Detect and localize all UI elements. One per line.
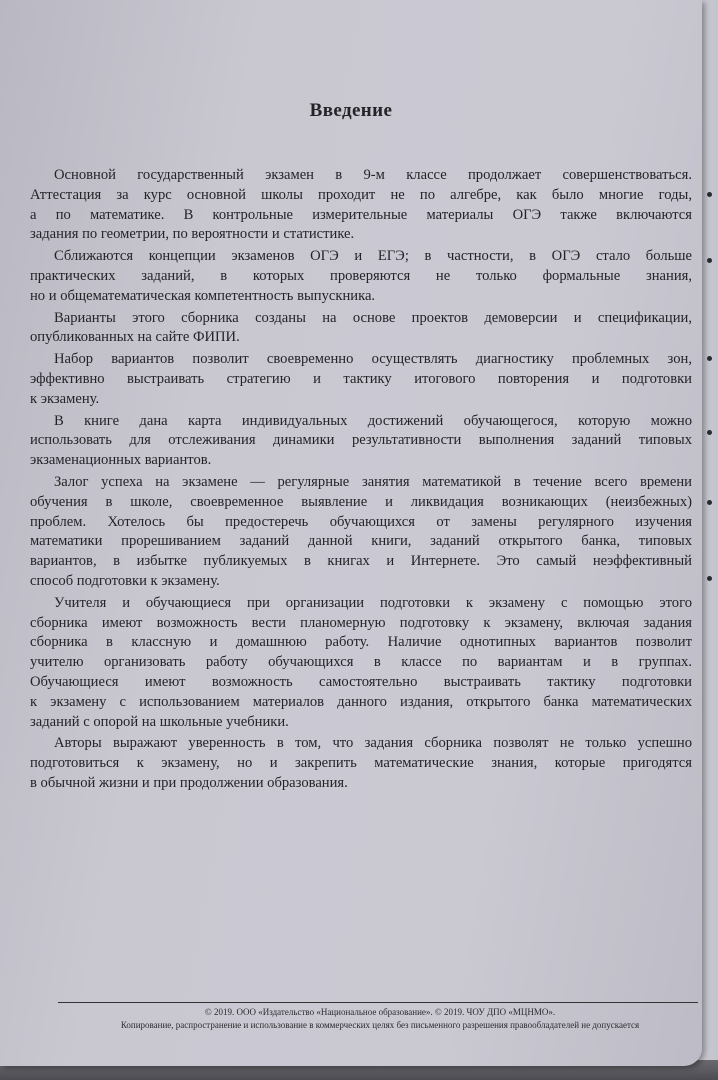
text-line: в обычной жизни и при продолжении образования.	[30, 774, 348, 791]
paragraph	[30, 350, 692, 409]
text-line: экзаменационных вариантов.	[30, 452, 212, 469]
text-line: Обучающиеся имеют возможность самостоятельно выстраивать тактику подготовки	[30, 673, 692, 690]
page-body	[30, 166, 692, 796]
page-title: Введение	[309, 100, 393, 121]
margin-dot-mark	[707, 356, 712, 361]
paragraph	[30, 247, 692, 306]
text-line: учителю организовать работу обучающихся в классе по вариантам и в группах.	[30, 654, 692, 671]
text-line: Основной государственный экзамен в 9-м классе продолжает совершенствоваться.	[54, 167, 692, 183]
text-line: Аттестация за курс основной школы проходит не по алгебре, как было многие годы,	[30, 186, 692, 203]
text-line: эффективно выстраивать стратегию и тактику итогового повторения и подготовки	[30, 370, 692, 387]
text-line: Авторы выражают уверенность в том, что задания сборника позволят не только успешно	[54, 735, 692, 752]
paragraph	[30, 473, 692, 592]
margin-dot-mark	[707, 192, 712, 197]
text-line: проблем. Хотелось бы предостеречь обучающихся от замены регулярного изучения	[30, 513, 692, 530]
text-line: заданий с опорой на школьные учебники.	[30, 713, 289, 730]
text-line: Набор вариантов позволит своевременно осуществлять диагностику проблемных зон,	[54, 351, 692, 368]
text-line: Сближаются концепции экзаменов ОГЭ и ЕГЭ; в частности, в ОГЭ стало больше	[54, 248, 692, 265]
paragraph	[30, 412, 692, 471]
copyright-notice: Копирование, распространение и использование в коммерческих целях без письменного разрешения правообладателей не допускается	[120, 1020, 640, 1030]
text-line: опубликованных на сайте ФИПИ.	[30, 329, 240, 346]
paragraph	[30, 734, 692, 793]
text-line: Залог успеха на экзамене — регулярные занятия математикой в течение всего времени	[54, 473, 692, 490]
margin-dot-mark	[707, 258, 712, 263]
text-line: использовать для отслеживания динамики результативности выполнения заданий типовых	[30, 432, 692, 449]
text-line: подготовиться к экзамену, но и закрепить математические знания, которые пригодятся	[30, 755, 692, 772]
text-line: практических заданий, в которых проверяются не только формальные знания,	[30, 267, 692, 284]
paragraph	[30, 594, 692, 733]
text-line: задания по геометрии, по вероятности и статистике.	[30, 226, 355, 243]
text-line: обучения в школе, своевременное выявление и ликвидация возникающих (неизбежных)	[30, 493, 692, 510]
text-line: к экзамену.	[30, 390, 100, 407]
margin-dot-mark	[707, 430, 712, 435]
text-line: вариантов, в избытке публикуемых в книгах и Интернете. Это самый неэффективный	[30, 553, 692, 570]
paragraph	[30, 309, 692, 349]
text-line: но и общематематическая компетентность выпускника.	[30, 287, 376, 304]
margin-dot-mark	[707, 500, 712, 505]
copyright-line: © 2019. ООО «Издательство «Национальное образование». © 2019. ЧОУ ДПО «МЦНМО».	[204, 1007, 556, 1017]
text-line: способ подготовки к экзамену.	[30, 572, 220, 589]
margin-dot-mark	[707, 576, 712, 581]
copyright-footer	[40, 1006, 718, 1032]
footer-rule	[58, 1002, 698, 1003]
paragraph	[30, 166, 692, 245]
text-line: к экзамену с использованием материалов данного издания, открытого банка математических	[30, 693, 692, 710]
text-line: математики прорешиванием заданий данной книги, заданий открытого банка, типовых	[30, 533, 692, 550]
text-line: сборника имеют возможность вести планомерную подготовку к экзамену, включая задания	[30, 614, 692, 631]
text-line: Учителя и обучающиеся при организации подготовки к экзамену с помощью этого	[54, 594, 692, 611]
text-line: сборника в классную и домашнюю работу. Наличие однотипных вариантов позволит	[30, 634, 692, 651]
text-line: Варианты этого сборника созданы на основе проектов демоверсии и спецификации,	[54, 309, 692, 326]
text-line: В книге дана карта индивидуальных достижений обучающегося, которую можно	[54, 412, 692, 429]
text-line: а по математике. В контрольные измерительные материалы ОГЭ также включаются	[30, 206, 692, 223]
